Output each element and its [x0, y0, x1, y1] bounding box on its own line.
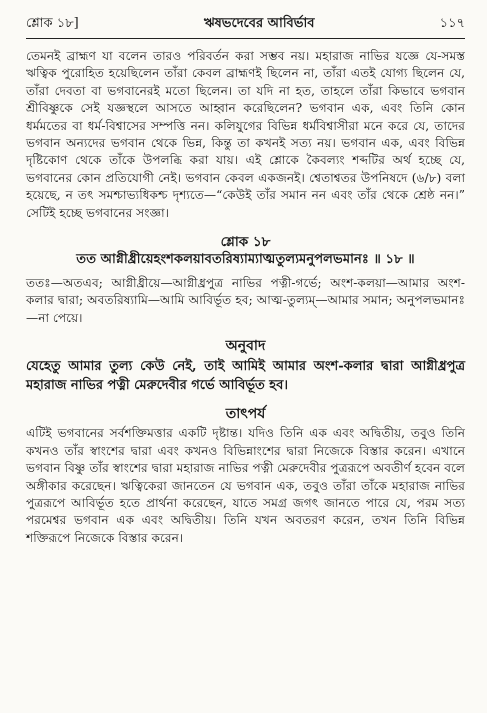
verse-text: তত আগ্নীধ্রীয়েহংশকলয়াবতরিষ্যাম্যাত্মতুল্যমনুপলভমানঃ ॥ ১৮ ॥ [76, 252, 415, 268]
chapter-title: ঋষভদেবের আবির্ভাব [203, 16, 315, 31]
header-divider [26, 38, 465, 39]
intro-paragraph: তেমনই ব্রাহ্মণ যা বলেন তারও পরিবর্তন করা সম্ভব নয়। মহারাজ নাভির যজ্ঞে যে-সমস্ত ঋত্বিক পুরোহিত হয়েছিলেন তাঁরা কেবল ব্রাহ্মণই ছিলেন না, তাঁরা এতই যোগ্য ছিলেন যে, তাঁরা দেবতা বা ভগবানেরই মতো ছিলেন। তা যদি না হত, তাহলে তাঁরা কিভাবে ভগবান শ্রীবিষ্ণুকে সেই যজ্ঞস্থলে আসতে আহ্বান করেছিলেন? ভগবান এক, এবং তিনি কোন ধর্মমতের বা ধর্ম-বিশ্বাসের সম্পত্তি নন। কলিযুগের বিভিন্ন ধর্মবিশ্বাসীরা মনে করে যে, তাদের ভগবান অন্যদের ভগবান থেকে ভিন্ন, কিন্তু তা কখনই সত্য নয়। ভগবান এক, এবং বিভিন্ন দৃষ্টিকোণ থেকে তাঁকে উপলব্ধি করা যায়। এই শ্লোকে কৈবল্যং শব্দটির অর্থ হচ্ছে যে, ভগবানের কোন প্রতিযোগী নেই। ভগবান কেবল একজনই। শ্বেতাশ্বতর উপনিষদে (৬/৮) বলা হয়েছে, ন তৎ সমশ্চাভ্যধিকশ্চ দৃশ্যতে—“কেউই তাঁর সমান নন এবং তাঁর থেকে শ্রেষ্ঠ নন।” সেটিই হচ্ছে ভগবানের সংজ্ঞা। [26, 49, 465, 220]
translation-heading: অনুবাদ [225, 338, 266, 355]
verse-number: শ্লোক ১৮ [220, 234, 271, 251]
verse-reference: শ্লোক ১৮] [26, 16, 79, 31]
purport-heading: তাৎপর্য [225, 406, 266, 423]
purport-text: এটিই ভগবানের সর্বশক্তিমত্তার একটি দৃষ্টান্ত। যদিও তিনি এক এবং অদ্বিতীয়, তবুও তিনি কখনও তাঁর স্বাংশের দ্বারা এবং কখনও বিভিন্নাংশের দ্বারা নিজেকে বিস্তার করেন। এখানে ভগবান বিষ্ণু তাঁর স্বাংশের দ্বারা মহারাজ নাভির পত্নী মেরুদেবীর পুত্ররূপে অবতীর্ণ হবেন বলে অঙ্গীকার করেছেন। ঋত্বিকেরা জানতেন যে ভগবান এক, তবুও তাঁরা তাঁকে মহারাজ নাভির পুত্ররূপে আবির্ভূত হতে প্রার্থনা করেছেন, যাতে সমগ্র জগৎ জানতে পারে যে, পরম সত্য পরমেশ্বর ভগবান এক এবং অদ্বিতীয়। তিনি যখন অবতরণ করেন, তখন তিনি বিভিন্ন শক্তিরূপে নিজেকে বিস্তার করেন। [26, 426, 465, 545]
page-number: ১১৭ [439, 16, 465, 31]
page-header [26, 0, 465, 32]
synonyms-paragraph: ততঃ—অতএব; আগ্নীধ্রীয়ে—আগ্নীধ্রপুত্র নাভির পত্নী-গর্ভে; অংশ-কলয়া—আমার অংশ-কলার দ্বারা; অবতরিষ্যামি—আমি আবির্ভূত হব; আত্ম-তুল্যম্—আমার সমান; অনুপলভমানঃ—না পেয়ে। [26, 276, 465, 325]
translation-text: যেহেতু আমার তুল্য কেউ নেই, তাই আমিই আমার অংশ-কলার দ্বারা আগ্নীধ্রপুত্র মহারাজ নাভির পত্নী মেরুদেবীর গর্ভে আবির্ভূত হব। [26, 359, 465, 394]
